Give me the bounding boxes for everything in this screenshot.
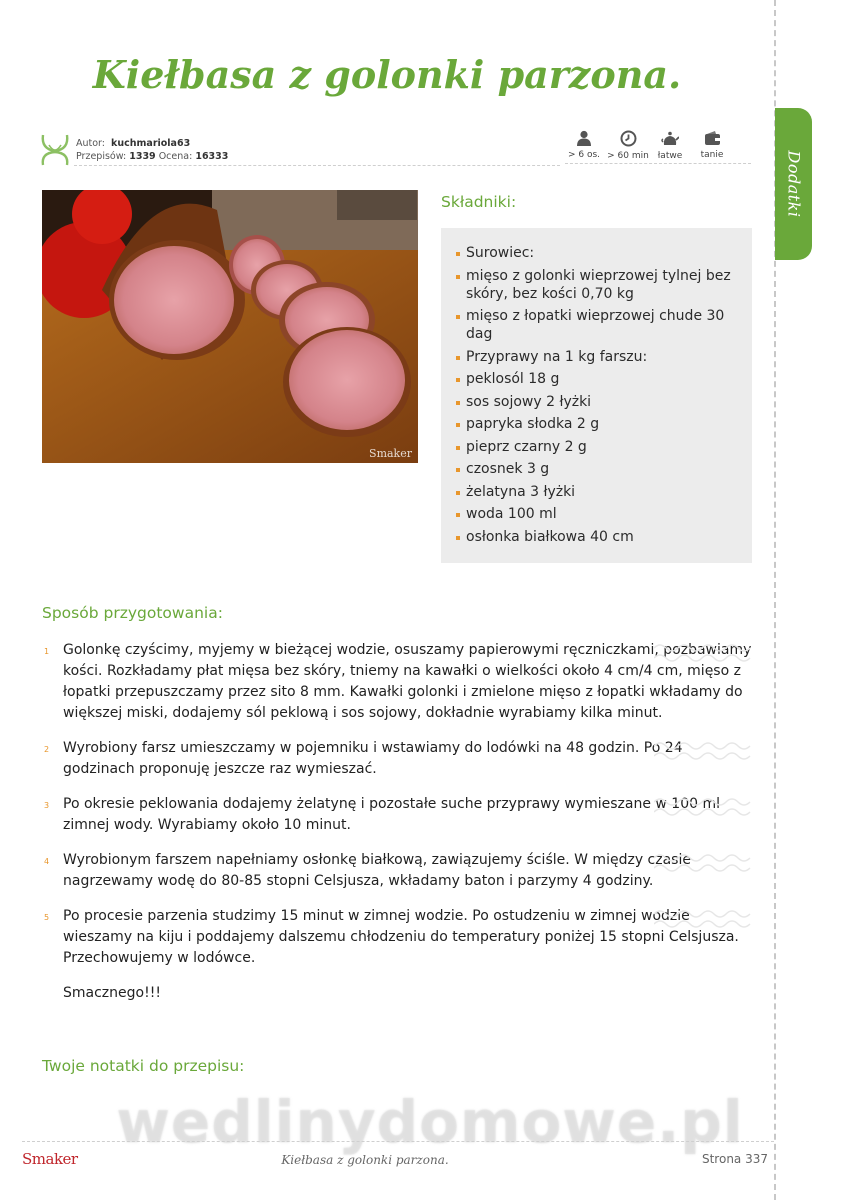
stat-difficulty-label: łatwe xyxy=(657,151,683,161)
preparation-step xyxy=(42,640,754,724)
site-watermark: wedlinydomowe.pl xyxy=(116,1088,744,1156)
wave-decoration-icon xyxy=(654,740,754,762)
closing-text: Smacznego!!! xyxy=(63,985,161,1001)
preparation-steps xyxy=(42,640,754,1004)
recipe-title: Kiełbasa z golonki parzona. xyxy=(92,52,682,97)
step-text: Po okresie peklowania dodajemy żelatynę i pozostałe suche przyprawy wymieszane w 100 ml zimnej wody. Wyrabiamy około 10 minut. xyxy=(63,796,720,833)
section-tab[interactable] xyxy=(775,108,812,260)
step-number: 2 xyxy=(44,745,50,754)
rating-value: 16333 xyxy=(195,151,229,162)
recipe-photo xyxy=(42,190,418,463)
author-divider xyxy=(74,165,560,166)
preparation-step xyxy=(42,738,754,780)
recipes-label: Przepisów: xyxy=(76,151,127,162)
step-text: Po procesie parzenia studzimy 15 minut w zimnej wodzie. Po ostudzeniu w zimnej wodzie wieszamy na kiju i poddajemy dalszemu chłodzeniu do temperatury poniżej 15 stopni Celsjusza. Przechowujemy w lodówce. xyxy=(63,908,739,966)
recipes-count: 1339 xyxy=(129,151,156,162)
stat-time-label: > 60 min xyxy=(607,151,649,161)
stat-cost xyxy=(689,130,735,160)
ingredient-item: żelatyna 3 łyżki xyxy=(456,483,738,501)
stat-difficulty xyxy=(647,130,693,161)
notes-heading: Twoje notatki do przepisu: xyxy=(42,1057,245,1075)
recipe-stats xyxy=(565,130,755,170)
step-text: Golonkę czyścimy, myjemy w bieżącej wodzie, osuszamy papierowymi ręczniczkami, pozbawiamy kości. Rozkładamy płat mięsa bez skóry, tniemy na kawałki o wielkości około 4 cm/4 cm, mięso z łopatki przepuszczamy przez sito 8 mm. Kawałki golonki i zmielone mięso z łopatki wkładamy do większej miski, dodajemy sól peklową i sos sojowy, dokładnie wyrabiamy kilka minut. xyxy=(63,642,752,721)
preparation-step xyxy=(42,906,754,969)
preparation-step xyxy=(42,850,754,892)
ingredients-heading: Składniki: xyxy=(441,193,517,211)
ingredients-box xyxy=(441,228,752,563)
footer-recipe-title: Kiełbasa z golonki parzona. xyxy=(281,1153,449,1167)
ingredient-item: osłonka białkowa 40 cm xyxy=(456,528,738,546)
rating-label: Ocena: xyxy=(158,151,193,162)
ingredient-item: czosnek 3 g xyxy=(456,460,738,478)
preparation-step xyxy=(42,794,754,836)
wave-decoration-icon xyxy=(654,796,754,818)
clock-icon xyxy=(620,130,637,147)
stats-divider xyxy=(565,163,751,164)
ingredient-item: papryka słodka 2 g xyxy=(456,415,738,433)
ingredient-item: mięso z golonki wieprzowej tylnej bez skóry, bez kości 0,70 kg xyxy=(456,267,738,303)
sausage-photo-illustration xyxy=(42,190,418,463)
author-label: Autor: xyxy=(76,138,105,149)
stat-time xyxy=(605,130,651,161)
step-number: 4 xyxy=(44,857,50,866)
ingredients-list xyxy=(456,244,738,546)
stat-servings-label: > 6 os. xyxy=(567,150,601,160)
ingredient-item: Surowiec: xyxy=(456,244,738,262)
photo-watermark: Smaker xyxy=(369,447,412,460)
stat-servings xyxy=(561,130,607,160)
kettle-icon xyxy=(661,130,679,147)
step-text: Wyrobiony farsz umieszczamy w pojemniku i wstawiamy do lodówki na 48 godzin. Po 24 godzinach proponuję jeszcze raz wymieszać. xyxy=(63,740,683,777)
wave-decoration-icon xyxy=(654,642,754,664)
section-tab-label: Dodatki xyxy=(784,150,803,218)
step-text: Wyrobionym farszem napełniamy osłonkę białkową, zawiązujemy ściśle. W między czasie nagrzewamy wodę do 80-85 stopni Celsjusza, wkładamy baton i parzymy 4 godziny. xyxy=(63,852,691,889)
step-number: 1 xyxy=(44,647,50,656)
stat-cost-label: tanie xyxy=(700,150,724,160)
wave-decoration-icon xyxy=(654,908,754,930)
person-icon xyxy=(576,130,592,146)
ingredient-item: pieprz czarny 2 g xyxy=(456,438,738,456)
wallet-icon xyxy=(704,130,721,146)
author-name[interactable]: kuchmariola63 xyxy=(111,138,191,149)
step-number: 3 xyxy=(44,801,50,810)
footer-brand-logo: Smaker xyxy=(22,1150,78,1168)
ingredient-item: woda 100 ml xyxy=(456,505,738,523)
author-logo-icon xyxy=(39,133,71,167)
ingredient-item: peklosól 18 g xyxy=(456,370,738,388)
wave-decoration-icon xyxy=(654,852,754,874)
author-info xyxy=(76,137,228,163)
page-number: Strona 337 xyxy=(701,1152,768,1166)
ingredient-item: sos sojowy 2 łyżki xyxy=(456,393,738,411)
step-number: 5 xyxy=(44,913,50,922)
preparation-heading: Sposób przygotowania: xyxy=(42,604,223,622)
footer-divider xyxy=(22,1141,774,1142)
ingredient-item: mięso z łopatki wieprzowej chude 30 dag xyxy=(456,307,738,343)
ingredient-item: Przyprawy na 1 kg farszu: xyxy=(456,348,738,366)
